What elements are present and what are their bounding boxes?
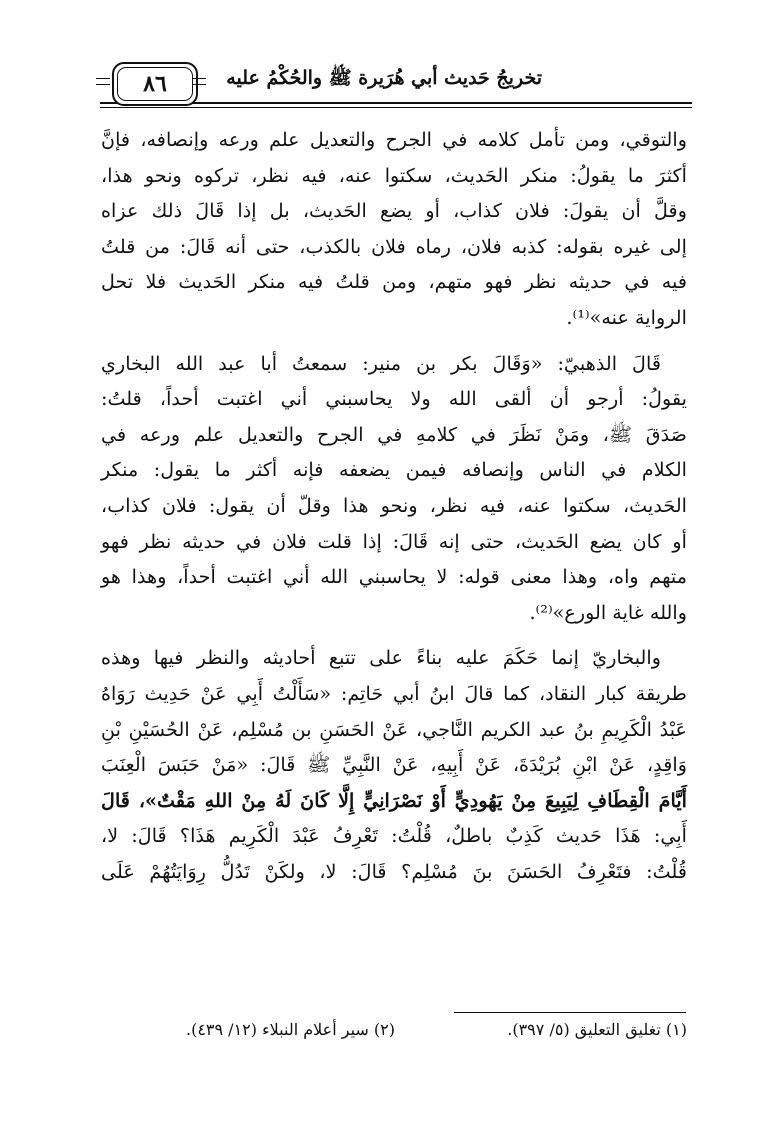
running-title: تخريجُ حَديث أبي هُرَيرة ﷺ والحُكْمُ عليه [226, 67, 542, 89]
frame-ornament [192, 84, 206, 85]
text-line: والتوقي، ومن تأمل كلامه في الجرح والتعديل علم ورعه وإنصافه، فإنَّ [101, 128, 687, 151]
text-line: صَدَقَ ﷺ، ومَنْ نَظَرَ في كلامهِ في الجرح والتعديل علم ورعه في [101, 422, 687, 446]
text-line: وقلَّ أن يقولَ: فلان كذاب، أو يضع الحَديث، بل إذا قَالَ ذلك عزاه [101, 199, 687, 223]
text-line: يقولُ: أرجو أن ألقى الله ولا يحاسبني أني اغتبت أحداً، قلتُ: [101, 387, 687, 411]
text-line: الرواية عنه»⁽¹⁾. [566, 305, 687, 329]
text-line: قُلْتُ: فتَعْرِفُ الحَسَنَ بنَ مُسْلِم؟ قَالَ: لا، ولكَنْ تَدُلُّ رِوَايَتُهُمْ عَلَى [101, 859, 687, 883]
hadith-text-line: أَيَّامَ الْقِطَافِ لِيَبِيعَ مِنْ يَهُودِيٍّ أَوْ نَصْرَانِيٍّ إِلَّا كَانَ لَهُ مِنْ اللهِ مَقْتٌ»، قَالَ [101, 788, 687, 812]
footnote-separator [454, 1012, 686, 1013]
text-line: متهم واه، وهذا معنى قوله: لا يحاسبني الله أني اغتبت أحداً، وهذا هو [101, 565, 687, 589]
footnote: (١) تغليق التعليق (٥/ ٣٩٧). [507, 1020, 687, 1039]
running-header [100, 62, 692, 112]
frame-ornament [192, 78, 206, 79]
header-rule-thin [100, 107, 692, 108]
text-line: عَبْدُ الْكَرِيمِ بنُ عبد الكريم النَّاجي، عَنْ الحَسَنِ بن مُسْلِم، عَنْ الحُسَيْنِ بْنِ [101, 717, 687, 741]
text-line: أَبِي: هَذَا حَديث كَذِبٌ باطلٌ، قُلْتُ: تَعْرِفُ عَبْدَ الْكَرِيم هَذَا؟ قَالَ: لا، [101, 824, 687, 848]
text-line: والله غاية الورع»⁽²⁾. [529, 600, 687, 624]
paragraph [101, 346, 687, 631]
page-number: ٨٦ [143, 71, 167, 97]
text-line: إلى غيره بقوله: كذبه فلان، رماه فلان بالكذب، حتى أنه قَالَ: من قلتُ [101, 234, 687, 258]
text-line: قَالَ الذهبيّ: «وَقَالَ بكر بن منير: سمعتُ أبا عبد الله البخاري [101, 351, 661, 375]
frame-ornament [96, 78, 110, 79]
text-line: وَاقِدٍ، عَنْ ابْنِ بُرَيْدَةَ، عَنْ أَبِيهِ، عَنْ النَّبِيِّ ﷺ قَالَ: «مَنْ حَبَسَ الْعِنَبَ [101, 753, 687, 777]
text-line: الكلام في الناس وإنصافه فيمن يضعفه فإنه أكثر ما يقول: منكر [101, 458, 687, 482]
text-line: الحَديث، سكتوا عنه، فيه نظر، ونحو هذا وقلّ أن يقول: فلان كذاب، [101, 493, 687, 517]
text-line: والبخاريّ إنما حَكَمَ عليه بناءً على تتبع أحاديثه والنظر فيها وهذه [101, 646, 661, 670]
text-line: أو كان يضع الحَديث، حتى إنه قَالَ: إذا قلت فلان في حديثه نظر فهو [101, 529, 687, 553]
footnote: (٢) سير أعلام النبلاء (١٢/ ٤٣٩). [185, 1020, 395, 1039]
text-line: طريقة كبار النقاد، كما قالَ ابنُ أبي حَاتِم: «سَأَلْتُ أَبِي عَنْ حَدِيث رَوَاهُ [101, 681, 687, 705]
paragraph [101, 640, 687, 889]
text-line: فيه في حديثه نظر فهو متهم، ومن قلتُ فيه منكر الحَديث فلا تحل [101, 270, 687, 294]
frame-ornament [96, 84, 110, 85]
page-body [101, 122, 687, 899]
text-line: أكثرَ ما يقولُ: منكر الحَديث، سكتوا عنه، فيه نظر، تركوه ونحو هذا، [101, 163, 687, 187]
paragraph [101, 122, 687, 336]
page-number-frame [112, 62, 198, 106]
